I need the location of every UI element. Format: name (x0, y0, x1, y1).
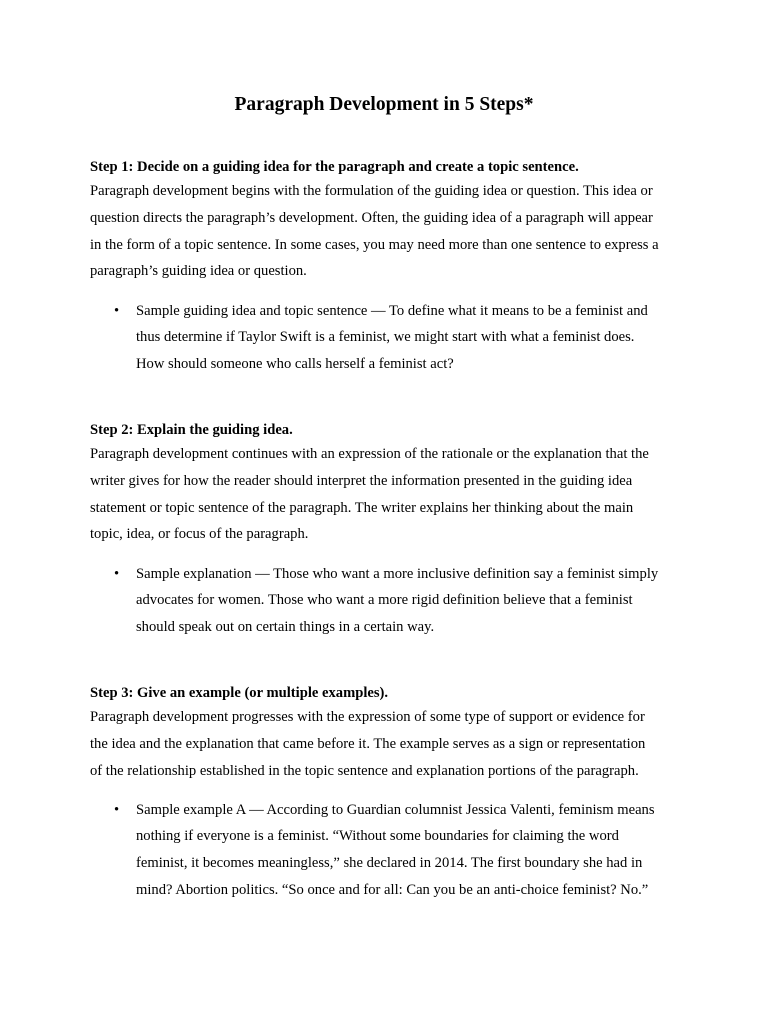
bullet-line: feminist, it becomes meaningless,” she declared in 2014. The first boundary she had in (136, 855, 643, 871)
paragraph-line: Paragraph development progresses with the expression of some type of support or evidence for (90, 709, 645, 725)
bullet-icon: • (114, 802, 120, 818)
paragraph-line: writer gives for how the reader should interpret the information presented in the guiding idea (90, 473, 633, 489)
paragraph-line: in the form of a topic sentence. In some cases, you may need more than one sentence to express a (90, 237, 659, 253)
bullet-line: Sample guiding idea and topic sentence — To define what it means to be a feminist and (136, 303, 648, 319)
page-title: Paragraph Development in 5 Steps* (234, 94, 534, 115)
paragraph-line: Paragraph development continues with an expression of the rationale or the explanation that the (90, 446, 649, 462)
bullet-line: Sample example A — According to Guardian columnist Jessica Valenti, feminism means (136, 802, 655, 818)
bullet-line: nothing if everyone is a feminist. “Without some boundaries for claiming the word (136, 828, 619, 844)
paragraph-line: statement or topic sentence of the paragraph. The writer explains her thinking about the main (90, 500, 634, 516)
paragraph-line: of the relationship established in the topic sentence and explanation portions of the paragraph. (90, 763, 639, 779)
paragraph-line: topic, idea, or focus of the paragraph. (90, 526, 309, 542)
step-3-heading: Step 3: Give an example (or multiple examples). (90, 685, 389, 701)
paragraph-line: the idea and the explanation that came before it. The example serves as a sign or representation (90, 736, 646, 752)
bullet-line: Sample explanation — Those who want a more inclusive definition say a feminist simply (136, 566, 659, 582)
step-1-heading: Step 1: Decide on a guiding idea for the paragraph and create a topic sentence. (90, 159, 579, 175)
paragraph-line: question directs the paragraph’s development. Often, the guiding idea of a paragraph will appear (90, 210, 653, 226)
bullet-line: advocates for women. Those who want a more rigid definition believe that a feminist (136, 592, 633, 608)
bullet-line: mind? Abortion politics. “So once and for all: Can you be an anti-choice feminist? No.” (136, 882, 649, 898)
step-2-heading: Step 2: Explain the guiding idea. (90, 422, 293, 438)
bullet-icon: • (114, 566, 120, 582)
bullet-line: How should someone who calls herself a feminist act? (136, 356, 454, 372)
paragraph-line: paragraph’s guiding idea or question. (90, 263, 307, 279)
bullet-line: should speak out on certain things in a certain way. (136, 619, 435, 635)
bullet-icon: • (114, 303, 120, 319)
bullet-line: thus determine if Taylor Swift is a feminist, we might start with what a feminist does. (136, 329, 635, 345)
paragraph-line: Paragraph development begins with the formulation of the guiding idea or question. This idea or (90, 183, 653, 199)
